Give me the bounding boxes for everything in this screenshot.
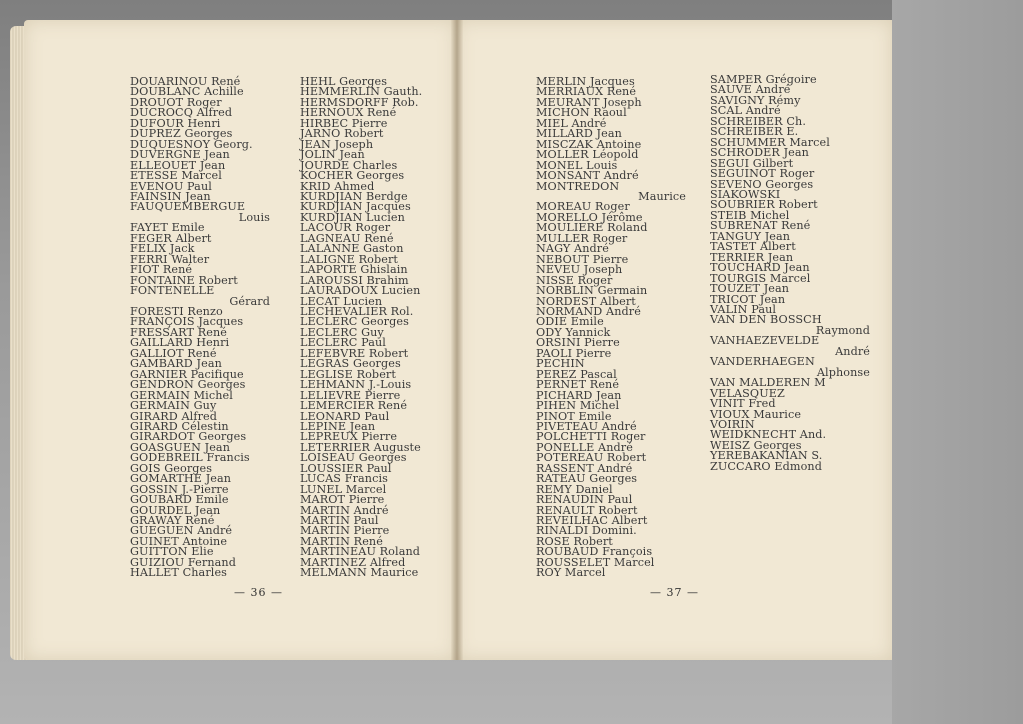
- name-entry: POLCHETTI Roger: [536, 430, 646, 444]
- name-entry: GRAWAY René: [130, 514, 215, 528]
- name-entry: GERMAIN Guy: [130, 399, 217, 413]
- name-entry: Gérard: [229, 294, 270, 308]
- name-entry: MAROT Pierre: [300, 493, 385, 507]
- name-entry: TOUCHARD Jean: [710, 261, 810, 275]
- name-entry: HERNOUX René: [300, 106, 397, 120]
- name-entry: KURDJIAN Berdge: [300, 189, 408, 203]
- name-entry: LEGRAS Georges: [300, 357, 401, 371]
- name-entry: MULLER Roger: [536, 231, 628, 245]
- name-entry: SCAL André: [710, 104, 781, 118]
- name-entry: MONEL Louis: [536, 158, 618, 172]
- name-entry: STEIB Michel: [710, 208, 790, 222]
- name-entry: HERMSDORFF Rob.: [300, 95, 419, 109]
- name-entry: FIOT René: [130, 263, 193, 277]
- name-entry: MARTIN André: [300, 503, 389, 517]
- name-entry: GOURDEL Jean: [130, 503, 221, 517]
- page-number-left: — 36 —: [234, 586, 283, 599]
- left-column-2: [300, 77, 440, 579]
- name-entry: ELLEOUET Jean: [130, 158, 226, 172]
- name-entry: FAINSIN Jean: [130, 189, 211, 203]
- name-entry: Maurice: [638, 189, 686, 203]
- name-entry: GUIZIOU Fernand: [130, 555, 236, 569]
- name-entry: NORBLIN Germain: [536, 284, 648, 298]
- name-entry: YEREBAKANIAN S.: [710, 449, 823, 463]
- name-entry: GERMAIN Michel: [130, 388, 233, 402]
- name-entry: KOCHER Georges: [300, 169, 405, 183]
- name-entry: DROUOT Roger: [130, 95, 222, 109]
- name-entry: LEHMANN J.-Louis: [300, 378, 412, 392]
- name-entry: LECLERC Georges: [300, 315, 409, 329]
- name-entry: MOLLER Léopold: [536, 148, 639, 162]
- name-entry: ZUCCARO Edmond: [710, 459, 822, 473]
- name-entry: SCHUMMER Marcel: [710, 135, 830, 149]
- name-entry: LEMERCIER René: [300, 399, 408, 413]
- name-entry: André: [835, 344, 870, 358]
- name-entry: LEPINE Jean: [300, 419, 376, 433]
- name-entry: LEONARD Paul: [300, 409, 390, 423]
- name-entry: PECHIN: [536, 357, 585, 371]
- name-entry: NEBOUT Pierre: [536, 252, 629, 266]
- name-entry: DUFOUR Henri: [130, 116, 221, 130]
- name-entry: JOURDE Charles: [300, 158, 398, 172]
- name-entry: VAN DEN BOSSCH: [710, 313, 822, 327]
- name-entry: MARTINEAU Roland: [300, 545, 421, 559]
- page-number-right: — 37 —: [650, 586, 699, 599]
- name-entry: VELASQUEZ: [710, 386, 785, 400]
- name-entry: FORESTI Renzo: [130, 304, 223, 318]
- right-column-2: [710, 75, 870, 472]
- name-entry: ROY Marcel: [536, 566, 606, 580]
- name-entry: GAILLARD Henri: [130, 336, 230, 350]
- name-entry: LACOUR Roger: [300, 221, 391, 235]
- name-entry: DUCROCQ Alfred: [130, 106, 233, 120]
- name-entry: FAUQUEMBERGUE: [130, 200, 246, 214]
- name-entry: MERLIN Jacques: [536, 75, 635, 88]
- name-entry: FRESSART René: [130, 325, 227, 339]
- right-page: [456, 20, 892, 660]
- name-entry: SCHREIBER Ch.: [710, 114, 806, 128]
- name-entry: NORDEST Albert: [536, 294, 636, 308]
- name-entry: PINOT Emile: [536, 409, 612, 423]
- name-entry: LAROUSSI Brahim: [300, 273, 409, 287]
- name-entry: MEURANT Joseph: [536, 95, 642, 109]
- name-entry: GUEGUEN André: [130, 524, 233, 538]
- name-entry: LUNEL Marcel: [300, 482, 387, 496]
- name-entry: ROUSSELET Marcel: [536, 555, 655, 569]
- name-entry: PIVETEAU André: [536, 419, 637, 433]
- name-entry: MONTREDON: [536, 179, 620, 193]
- name-entry: PEREZ Pascal: [536, 367, 617, 381]
- name-entry: ODY Yannick: [536, 325, 611, 339]
- name-entry: SCHREIBER E.: [710, 125, 799, 139]
- name-entry: MOREAU Roger: [536, 200, 630, 214]
- name-entry: GUINET Antoine: [130, 534, 228, 548]
- name-entry: LUCAS Francis: [300, 472, 388, 486]
- name-entry: RATEAU Georges: [536, 472, 638, 486]
- name-entry: KURDJIAN Lucien: [300, 210, 405, 224]
- name-entry: LEGLISE Robert: [300, 367, 396, 381]
- name-entry: DUPREZ Georges: [130, 127, 233, 141]
- right-column-1: [536, 77, 686, 579]
- name-entry: MARTIN René: [300, 534, 383, 548]
- name-entry: MONSANT André: [536, 169, 639, 183]
- name-entry: LEFEBVRE Robert: [300, 346, 409, 360]
- name-entry: HALLET Charles: [130, 566, 228, 580]
- name-entry: POTEREAU Robert: [536, 451, 647, 465]
- name-entry: LALANNE Gaston: [300, 242, 404, 256]
- name-entry: VINIT Fred: [710, 397, 776, 411]
- name-entry: GENDRON Georges: [130, 378, 246, 392]
- name-entry: JARNO Robert: [300, 127, 384, 141]
- name-entry: SEGUINOT Roger: [710, 167, 815, 181]
- left-column-1: [130, 77, 270, 579]
- name-entry: MICHON Raoul: [536, 106, 627, 120]
- name-entry: VOIRIN: [710, 417, 755, 431]
- name-entry: MARTIN Pierre: [300, 524, 390, 538]
- name-entry: MELMANN Maurice: [300, 566, 419, 580]
- name-entry: SAUVE André: [710, 83, 791, 97]
- name-entry: HIRBEC Pierre: [300, 116, 388, 130]
- name-entry: NEVEU Joseph: [536, 263, 623, 277]
- name-entry: LECAT Lucien: [300, 294, 383, 308]
- book-spine: [451, 20, 463, 660]
- name-entry: SEVENO Georges: [710, 177, 814, 191]
- name-entry: GOMARTHE Jean: [130, 472, 232, 486]
- name-entry: GUITTON Elie: [130, 545, 214, 559]
- name-entry: JOLIN Jean: [300, 148, 365, 162]
- name-entry: LELIEVRE Pierre: [300, 388, 401, 402]
- name-entry: TANGUY Jean: [710, 229, 791, 243]
- name-entry: FEGER Albert: [130, 231, 212, 245]
- name-entry: DUQUESNOY Georg.: [130, 137, 253, 151]
- name-entry: FELIX Jack: [130, 242, 195, 256]
- name-entry: MARTIN Paul: [300, 514, 379, 528]
- name-entry: VIOUX Maurice: [710, 407, 802, 421]
- name-entry: GOSSIN J.-Pierre: [130, 482, 229, 496]
- name-entry: RENAUDIN Paul: [536, 493, 633, 507]
- name-entry: JEAN Joseph: [300, 137, 374, 151]
- name-entry: PONELLE André: [536, 440, 633, 454]
- name-entry: MISCZAK Antoine: [536, 137, 642, 151]
- open-book: [10, 20, 892, 660]
- name-entry: EVENOU Paul: [130, 179, 212, 193]
- name-entry: DOUARINOU René: [130, 75, 241, 88]
- name-entry: LALIGNE Robert: [300, 252, 398, 266]
- name-entry: DUVERGNE Jean: [130, 148, 230, 162]
- name-entry: LOUSSIER Paul: [300, 461, 392, 475]
- name-entry: SAVIGNY Rémy: [710, 93, 801, 107]
- name-entry: SCHRODER Jean: [710, 146, 809, 160]
- name-entry: GIRARDOT Georges: [130, 430, 247, 444]
- name-entry: PERNET René: [536, 378, 620, 392]
- name-entry: REVEILHAC Albert: [536, 514, 648, 528]
- name-entry: KURDJIAN Jacques: [300, 200, 411, 214]
- name-entry: MERRIAUX René: [536, 85, 637, 99]
- name-entry: VAN MALDEREN M: [710, 376, 826, 390]
- name-entry: GIRARD Alfred: [130, 409, 218, 423]
- name-entry: LEPREUX Pierre: [300, 430, 398, 444]
- name-entry: RASSENT André: [536, 461, 633, 475]
- name-entry: LOISEAU Georges: [300, 451, 407, 465]
- name-entry: SEGUI Gilbert: [710, 156, 794, 170]
- name-entry: GODEBREIL Francis: [130, 451, 250, 465]
- name-entry: TOURGIS Marcel: [710, 271, 811, 285]
- name-entry: MOULIERE Roland: [536, 221, 648, 235]
- name-entry: TRICOT Jean: [710, 292, 786, 306]
- name-entry: ROUBAUD François: [536, 545, 653, 559]
- name-entry: NISSE Roger: [536, 273, 613, 287]
- name-entry: SAMPER Grégoire: [710, 73, 817, 86]
- name-entry: MILLARD Jean: [536, 127, 622, 141]
- name-entry: VANHAEZEVELDE: [710, 334, 820, 348]
- name-entry: TASTET Albert: [710, 240, 796, 254]
- name-entry: LAGNEAU René: [300, 231, 394, 245]
- name-entry: FERRI Walter: [130, 252, 210, 266]
- name-entry: FRANÇOIS Jacques: [130, 315, 244, 329]
- background-right: [892, 0, 1023, 724]
- name-entry: TERRIER Jean: [710, 250, 794, 264]
- name-entry: FAYET Emile: [130, 221, 205, 235]
- name-entry: ROSE Robert: [536, 534, 613, 548]
- name-entry: SOUBRIER Robert: [710, 198, 818, 212]
- name-entry: HEHL Georges: [300, 75, 388, 88]
- name-entry: PIHEN Michel: [536, 399, 620, 413]
- name-entry: KRID Ahmed: [300, 179, 375, 193]
- name-entry: RENAULT Robert: [536, 503, 638, 517]
- name-entry: LECLERC Paul: [300, 336, 386, 350]
- name-entry: VALIN Paul: [710, 302, 777, 316]
- name-entry: ORSINI Pierre: [536, 336, 620, 350]
- name-entry: GOUBARD Emile: [130, 493, 229, 507]
- name-entry: MORELLO Jérôme: [536, 210, 643, 224]
- name-entry: MIEL André: [536, 116, 607, 130]
- name-entry: Louis: [238, 210, 270, 224]
- name-entry: FONTAINE Robert: [130, 273, 238, 287]
- name-entry: GOIS Georges: [130, 461, 213, 475]
- name-entry: Alphonse: [816, 365, 870, 379]
- name-entry: Raymond: [815, 323, 870, 337]
- name-entry: FONTENELLE: [130, 284, 215, 298]
- name-entry: MARTINEZ Alfred: [300, 555, 406, 569]
- name-entry: SUBRENAT René: [710, 219, 811, 233]
- name-entry: REMY Daniel: [536, 482, 613, 496]
- name-entry: GARNIER Pacifique: [130, 367, 244, 381]
- name-entry: HEMMERLIN Gauth.: [300, 85, 423, 99]
- name-entry: GALLIOT René: [130, 346, 217, 360]
- name-entry: TOUZET Jean: [710, 282, 790, 296]
- name-entry: PAOLI Pierre: [536, 346, 612, 360]
- name-entry: LECHEVALIER Rol.: [300, 304, 414, 318]
- name-entry: GAMBARD Jean: [130, 357, 222, 371]
- name-entry: PICHARD Jean: [536, 388, 622, 402]
- name-entry: RINALDI Domini.: [536, 524, 637, 538]
- name-entry: VANDERHAEGEN: [710, 355, 815, 369]
- name-entry: DOUBLANC Achille: [130, 85, 244, 99]
- name-entry: WEIDKNECHT And.: [710, 428, 827, 442]
- name-entry: WEISZ Georges: [710, 438, 802, 452]
- name-entry: LETERRIER Auguste: [300, 440, 421, 454]
- name-entry: GIRARD Célestin: [130, 419, 229, 433]
- name-entry: LECLERC Guy: [300, 325, 384, 339]
- name-entry: NORMAND André: [536, 304, 641, 318]
- name-entry: SIAKOWSKI: [710, 187, 781, 201]
- name-entry: GOASGUEN Jean: [130, 440, 231, 454]
- name-entry: ETESSE Marcel: [130, 169, 222, 183]
- left-page: [24, 20, 456, 660]
- name-entry: LAURADOUX Lucien: [300, 284, 421, 298]
- name-entry: NAGY André: [536, 242, 609, 256]
- name-entry: ODIE Emile: [536, 315, 604, 329]
- name-entry: LAPORTE Ghislain: [300, 263, 408, 277]
